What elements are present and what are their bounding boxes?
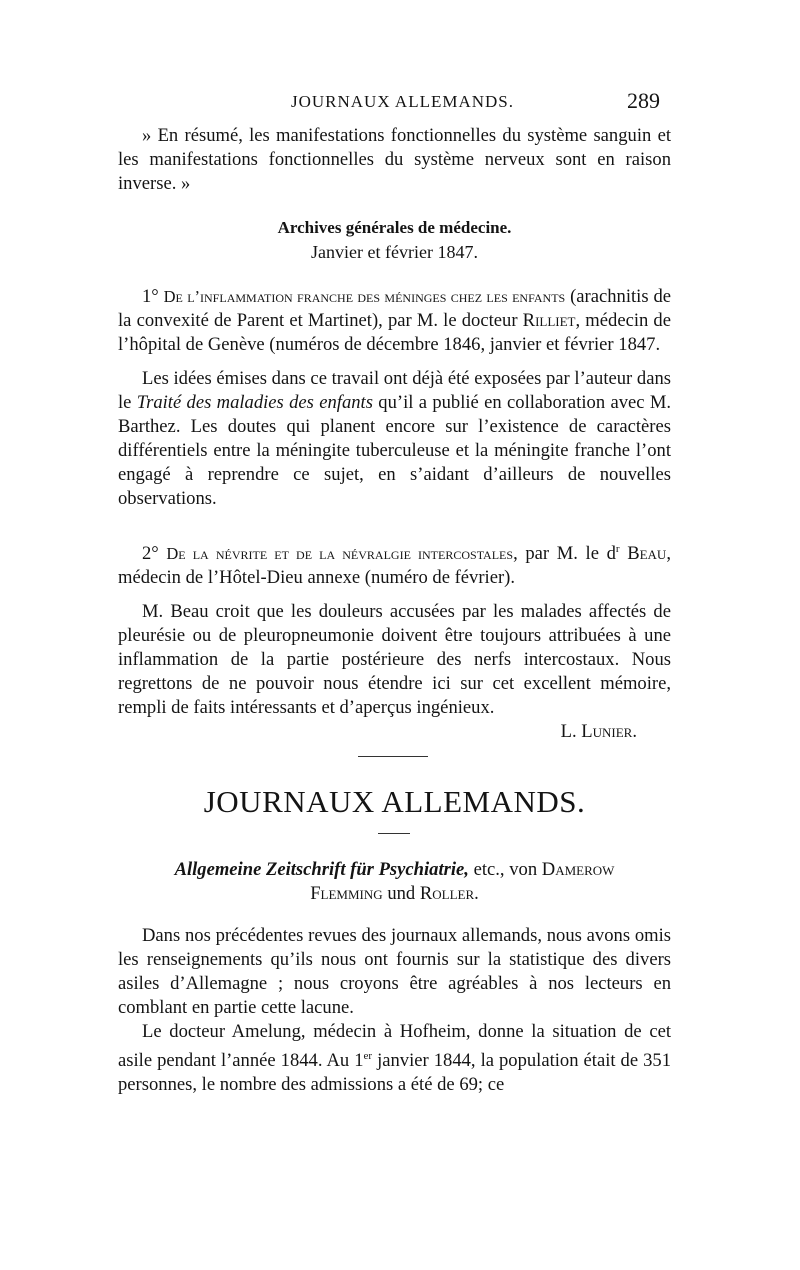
item-1-body-italic: Traité des maladies des enfants <box>136 392 373 413</box>
item-1-body-2: qu’il a publié en collaboration avec M. Barthez. Les doutes qui planent encore sur l’existence de caractères différentiels entre la méningite tuberculeuse et la méningite franche l’ont engagé à reprendre ce sujet, en s’aidant d’ailleurs de nouvelles observations. <box>118 392 672 509</box>
section-paragraph-2-sup: er <box>363 1050 373 1062</box>
section-title: JOURNAUX ALLEMANDS. <box>203 784 586 819</box>
section-paragraph-2 <box>118 1020 671 1097</box>
und-word: und <box>387 883 416 904</box>
item-1-body <box>118 367 671 511</box>
item-1 <box>118 285 671 511</box>
journal-heading <box>118 858 671 906</box>
item-2-body: M. Beau croit que les douleurs accusées par les malades affectés de pleurésie ou de pleuropneumonie doivent être toujours attribuées à une inflammation de la partie postérieure des nerfs intercostaux. Nous regrettons de ne pouvoir nous étendre ici sur cet excellent mémoire, rempli de faits intéressants et d’aperçus ingénieux. <box>118 601 671 719</box>
source-title: Archives générales de médecine. <box>277 218 512 237</box>
source-date: Janvier et février 1847. <box>311 242 478 262</box>
item-1-body-1: Les idées émises dans ce travail ont déjà été exposées par l’auteur dans le <box>118 368 671 413</box>
editor-2: Flemming <box>310 883 383 904</box>
journal-title: Allgemeine Zeitschrift für Psychiatrie, <box>174 859 469 880</box>
section-body <box>118 924 671 1097</box>
item-2-number: 2° <box>142 543 159 565</box>
item-2 <box>118 537 671 744</box>
running-head <box>0 88 800 116</box>
section-paragraph-2b: janvier 1844, la population était de 351 personnes, le nombre des admissions a été de 69; ce <box>118 1050 672 1096</box>
item-2-desc-1: , par M. le d <box>513 543 616 565</box>
editor-1: Damerow <box>541 859 615 880</box>
journal-line-2 <box>118 882 671 906</box>
item-1-desc-2: , médecin de l’hôpital de Genève (numéros de décembre 1846, janvier et février 1847. <box>118 310 671 355</box>
item-2-entry <box>118 537 671 590</box>
short-rule <box>378 833 410 834</box>
item-1-author: Rilliet <box>522 310 576 331</box>
editor-3: Roller. <box>419 883 479 904</box>
item-2-dr-sup: r <box>615 543 620 555</box>
item-2-desc-2: , médecin de l’Hôtel-Dieu annexe (numéro de février). <box>118 543 671 589</box>
item-1-entry <box>118 285 671 357</box>
item-1-number: 1° <box>142 286 159 307</box>
journal-rest: etc., von <box>473 859 538 880</box>
journal-line-1 <box>118 858 671 882</box>
section-divider-rule <box>358 756 428 757</box>
section-paragraph-2a: Le docteur Amelung, médecin à Hofheim, donne la situation de cet asile pendant l’année 1844. Au 1 <box>118 1021 671 1072</box>
item-2-author: Beau <box>627 543 667 565</box>
item-1-title: De l’inflammation franche des méninges chez les enfants <box>163 287 566 306</box>
section-paragraph-1: Dans nos précédentes revues des journaux allemands, nous avons omis les renseignements qu’ils nous ont fournis sur la statistique des divers asiles d’Allemagne ; nous croyons être agréables à nos lecteurs en comblant en partie cette lacune. <box>118 925 671 1018</box>
signature: L. Lunier. <box>560 721 637 743</box>
item-1-desc-1: (arachnitis de la convexité de Parent et Martinet), par M. le docteur <box>118 286 671 331</box>
continuation-paragraph <box>118 124 671 196</box>
running-head-title: JOURNAUX ALLEMANDS. <box>291 92 515 111</box>
continuation-text: » En résumé, les manifestations fonctionnelles du système sanguin et les manifestations fonctionnelles du système nerveux sont en raison inverse. » <box>118 125 671 194</box>
page-number: 289 <box>627 88 660 113</box>
item-2-title: De la névrite et de la névralgie intercostales <box>166 544 514 564</box>
source-heading <box>118 216 671 264</box>
